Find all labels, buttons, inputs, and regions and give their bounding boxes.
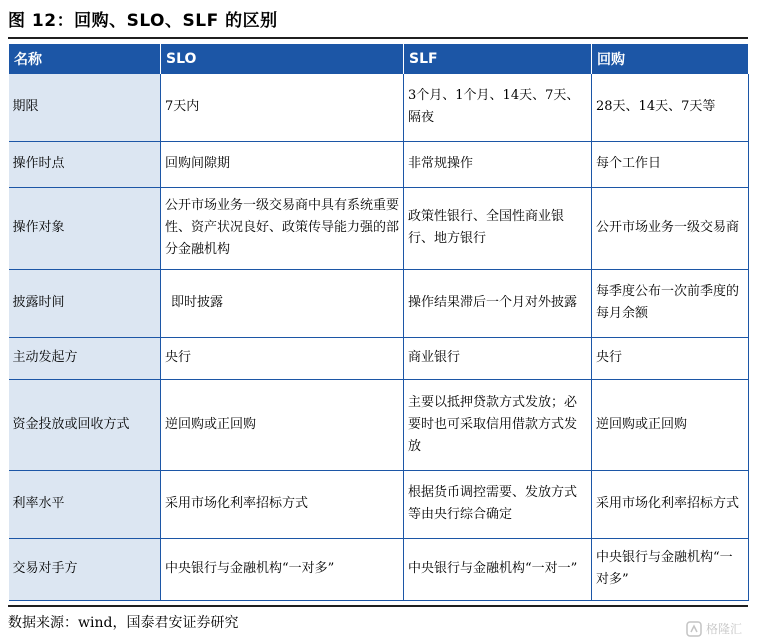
- table-row: [9, 379, 749, 470]
- row-label: 利率水平: [9, 470, 161, 538]
- table-row: [9, 74, 749, 141]
- slo-cell: 公开市场业务一级交易商中具有系统重要性、资产状况良好、政策传导能力强的部分金融机构: [161, 187, 404, 269]
- header-name: 名称: [9, 44, 161, 74]
- repo-cell: 逆回购或正回购: [592, 379, 749, 470]
- slf-cell: 中央银行与金融机构“一对一”: [404, 538, 592, 600]
- table-row: [9, 538, 749, 600]
- slf-cell: 政策性银行、全国性商业银行、地方银行: [404, 187, 592, 269]
- comparison-table: [8, 44, 749, 601]
- watermark-text: 格隆汇: [705, 622, 742, 636]
- repo-cell: 28天、14天、7天等: [592, 74, 749, 141]
- row-label: 披露时间: [9, 269, 161, 337]
- source-note: 数据来源：wind，国泰君安证券研究: [8, 615, 239, 631]
- slo-cell: 央行: [161, 337, 404, 379]
- row-label: 操作时点: [9, 141, 161, 187]
- table-row: [9, 470, 749, 538]
- slo-cell: 中央银行与金融机构“一对多”: [161, 538, 404, 600]
- table-row: [9, 269, 749, 337]
- table-row: [9, 141, 749, 187]
- header-repo: 回购: [592, 44, 749, 74]
- repo-cell: 每季度公布一次前季度的每月余额: [592, 269, 749, 337]
- slo-cell: 7天内: [161, 74, 404, 141]
- slo-cell: 逆回购或正回购: [161, 379, 404, 470]
- slo-cell: 回购间隙期: [161, 141, 404, 187]
- repo-cell: 公开市场业务一级交易商: [592, 187, 749, 269]
- slo-cell: 采用市场化利率招标方式: [161, 470, 404, 538]
- repo-cell: 采用市场化利率招标方式: [592, 470, 749, 538]
- slf-cell: 3个月、1个月、14天、7天、隔夜: [404, 74, 592, 141]
- header-row: [9, 44, 749, 74]
- slf-cell: 主要以抵押贷款方式发放；必要时也可采取信用借款方式发放: [404, 379, 592, 470]
- row-label: 主动发起方: [9, 337, 161, 379]
- slf-cell: 非常规操作: [404, 141, 592, 187]
- watermark: [686, 620, 742, 637]
- header-slf: SLF: [404, 44, 592, 74]
- repo-cell: 中央银行与金融机构“一对多”: [592, 538, 749, 600]
- top-rule: [8, 37, 748, 39]
- row-label: 交易对手方: [9, 538, 161, 600]
- table-row: [9, 337, 749, 379]
- row-label: 期限: [9, 74, 161, 141]
- slo-cell: 即时披露: [161, 269, 404, 337]
- slf-cell: 操作结果滞后一个月对外披露: [404, 269, 592, 337]
- slf-cell: 根据货币调控需要、发放方式等由央行综合确定: [404, 470, 592, 538]
- repo-cell: 每个工作日: [592, 141, 749, 187]
- logo-icon: [686, 621, 702, 637]
- bottom-rule: [8, 605, 748, 607]
- row-label: 资金投放或回收方式: [9, 379, 161, 470]
- slf-cell: 商业银行: [404, 337, 592, 379]
- header-slo: SLO: [161, 44, 404, 74]
- row-label: 操作对象: [9, 187, 161, 269]
- table-row: [9, 187, 749, 269]
- figure-title: 图 12：回购、SLO、SLF 的区别: [8, 11, 278, 31]
- repo-cell: 央行: [592, 337, 749, 379]
